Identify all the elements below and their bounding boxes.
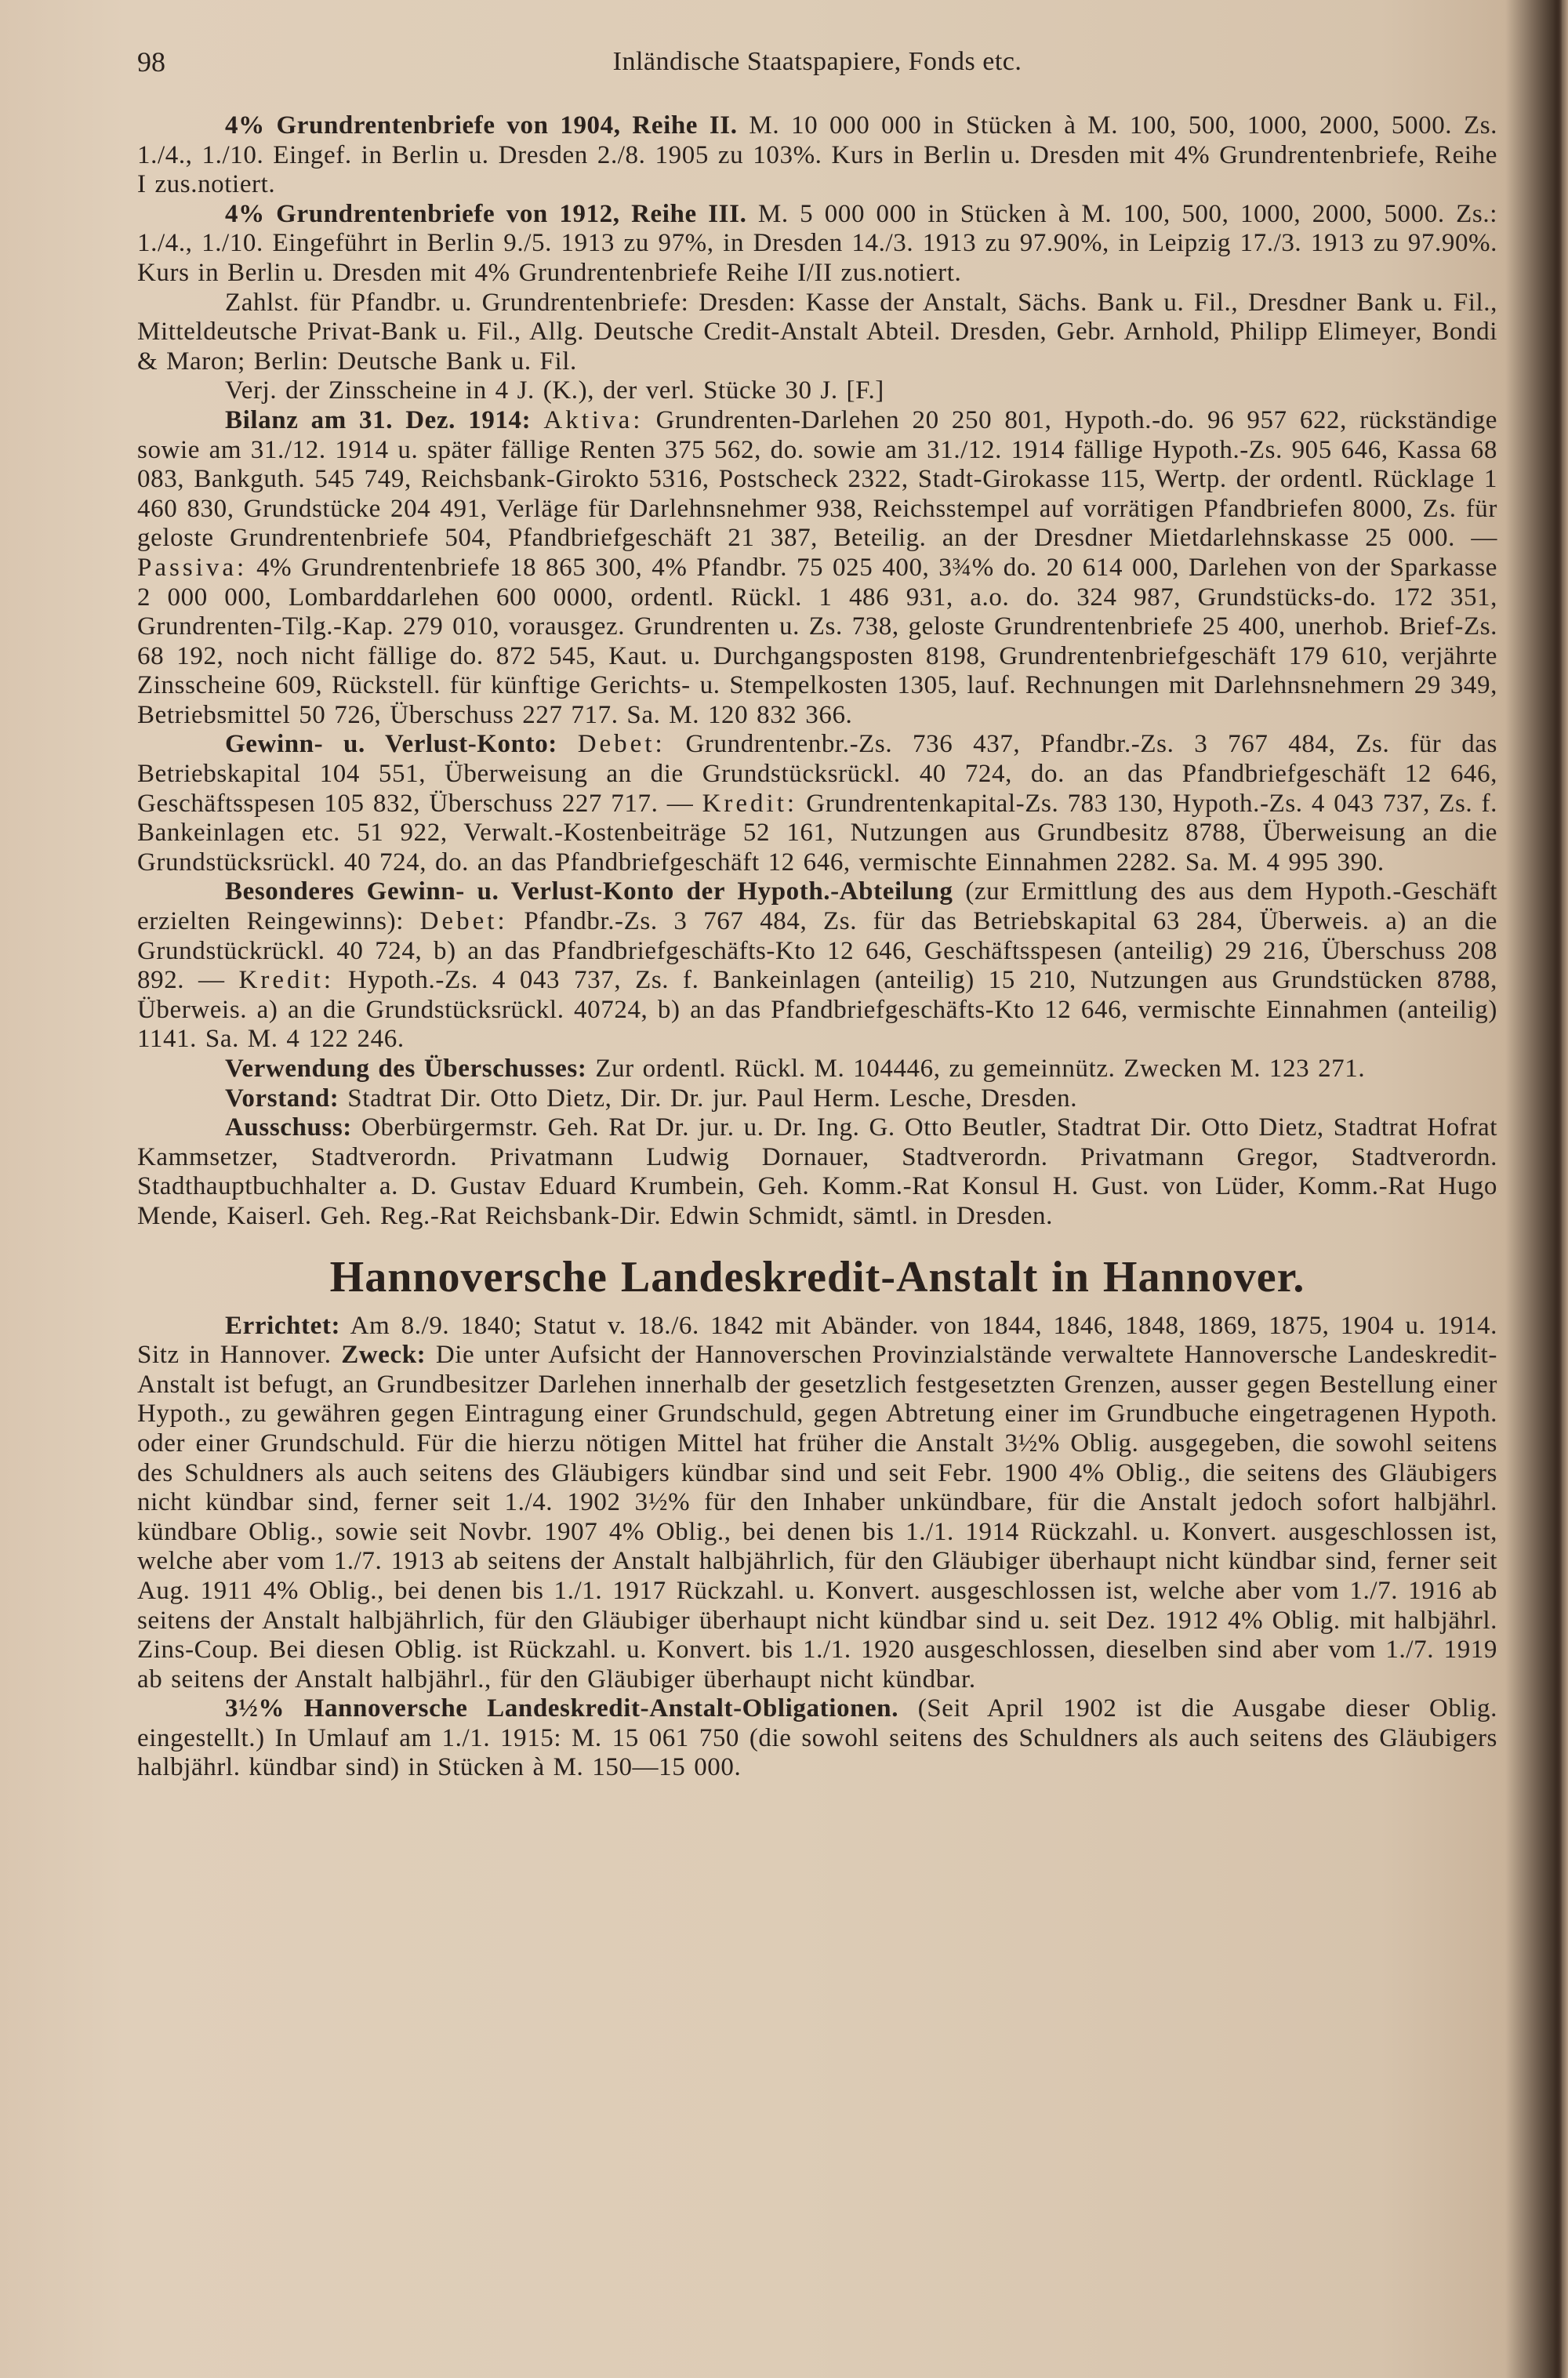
- page-number: 98: [137, 46, 165, 78]
- paragraph-obligationen: [137, 1694, 1497, 1783]
- aktiva-label: Aktiva:: [543, 405, 644, 434]
- paragraph-body: (zur Ermittlung des aus dem Hypoth.-Geschäft erzielten Reingewinns):: [137, 877, 1498, 936]
- paragraph-vorstand: [137, 1084, 1497, 1114]
- kredit-label: Kredit:: [702, 789, 798, 818]
- paragraph-body: 4% Grundrentenbriefe 18 865 300, 4% Pfandbr. 75 025 400, 3¾% do. 20 614 000, Darlehen von der Sparkasse 2 000 000, Lombarddarlehen 600 0000, ordentl. Rückl. 1 486 931, a.o. do. 324 987, Grundstücks-do. 172 351, Grundrenten-Tilg.-Kap. 279 010, vorausgez. Grundrenten u. Zs. 738, geloste Grundrentenbriefe 25 400, unerhob. Brief-Zs. 68 192, noch nicht fällige do. 872 545, Kaut. u. Durchgangsposten 8198, Grundrentenbriefgeschäft 179 610, verjährte Zinsscheine 609, Rückstell. für künftige Gerichts- u. Stempelkosten 1305, lauf. Rechnungen mit Darlehnsnehmern 29 349, Betriebsmittel 50 726, Überschuss 227 717. Sa. M. 120 832 366.: [137, 553, 1497, 729]
- paragraph-body: Hypoth.-Zs. 4 043 737, Zs. f. Bankeinlagen (anteilig) 15 210, Nutzungen aus Grundstücken 8788, Überweis. a) an die Grundstücksrückl. 40724, b) an das Pfandbriefgeschäfts-Kto 12 646, vermischte Einnahmen (anteilig) 1141. Sa. M. 4 122 246.: [137, 966, 1497, 1054]
- paragraph-heading: Errichtet:: [225, 1311, 341, 1340]
- kredit-label: Kredit:: [238, 966, 335, 995]
- paragraph-hypoth-abteilung: [137, 877, 1497, 1055]
- paragraph-body: Oberbürgermstr. Geh. Rat Dr. jur. u. Dr. Ing. G. Otto Beutler, Stadtrat Dir. Otto Dietz, Stadtrat Hofrat Kammsetzer, Stadtverordn. Privatmann Ludwig Dornauer, Stadtverordn. Privatmann Gregor, Stadtverordn. Stadthauptbuchhalter a. D. Gustav Eduard Krumbein, Geh. Komm.-Rat Konsul H. Gust. von Lüder, Komm.-Rat Hugo Mende, Kaiserl. Geh. Reg.-Rat Reichsbank-Dir. Edwin Schmidt, sämtl. in Dresden.: [137, 1113, 1497, 1230]
- debet-label: Debet:: [419, 907, 508, 936]
- paragraph-ausschuss: [137, 1113, 1497, 1231]
- passiva-label: Passiva:: [137, 553, 248, 582]
- paragraph-heading: Ausschuss:: [225, 1113, 352, 1142]
- paragraph-body: Zahlst. für Pfandbr. u. Grundrentenbriefe: Dresden: Kasse der Anstalt, Sächs. Bank u. Fil., Dresdner Bank u. Fil., Mitteldeutsche Privat-Bank u. Fil., Allg. Deutsche Credit-Anstalt Abteil. Dresden, Gebr. Arnhold, Philipp Elimeyer, Bondi & Maron; Berlin: Deutsche Bank u. Fil.: [137, 288, 1497, 376]
- paragraph-body: (Seit April 1902 ist die Ausgabe dieser Oblig. eingestellt.) In Umlauf am 1./1. 1915: M. 15 061 750 (die sowohl seitens des Schuldners als auch seitens des Gläubigers halbjährl. kündbar sind) in Stücken à M. 150—15 000.: [137, 1694, 1497, 1782]
- paragraph-body: Pfandbr.-Zs. 3 767 484, Zs. für das Betriebskapital 63 284, Überweis. a) an die Grundstückrückl. 40 724, b) an das Pfandbriefgeschäfts-Kto 12 646, Geschäftsspesen (anteilig) 29 216, Überschuss 208 892. —: [137, 907, 1497, 995]
- section-title: Hannoversche Landeskredit-Anstalt in Hannover.: [329, 1252, 1305, 1302]
- paragraph-body: Zur ordentl. Rückl. M. 104446, zu gemeinnütz. Zwecken M. 123 271.: [586, 1055, 1366, 1083]
- running-title: Inländische Staatspapiere, Fonds etc.: [612, 47, 1022, 76]
- paragraph-gewinn-verlust: [137, 730, 1497, 877]
- paragraph-body: Grundrenten-Darlehen 20 250 801, Hypoth.-do. 96 957 622, rückständige sowie am 31./12. 1914 u. später fällige Renten 375 562, do. sowie am 31./12. 1914 fällige Hypoth.-Zs. 905 646, Kassa 68 083, Bankguth. 545 749, Reichsbank-Girokto 5316, Postscheck 2322, Stadt-Girokasse 115, Wertp. der ordentl. Rücklage 1 460 830, Grundstücke 204 491, Verläge für Darlehnsnehmer 938, Reichsstempel auf vorrätigen Pfandbriefen 8000, Zs. für geloste Grundrentenbriefe 504, Pfandbriefgeschäft 21 387, Beteilig. an der Dresdner Mietdarlehnskasse 25 000. —: [137, 405, 1497, 553]
- paragraph-bilanz: [137, 406, 1497, 731]
- paragraph-grundrentenbriefe-1904: [137, 111, 1497, 200]
- paragraph-body: Grundrentenbr.-Zs. 736 437, Pfandbr.-Zs. 3 767 484, Zs. für das Betriebskapital 104 551, Überweisung an die Grundstücksrückl. 40 724, do. an das Pfandbriefgeschäft 12 646, Geschäftsspesen 105 832, Überschuss 227 717. —: [137, 730, 1497, 818]
- paragraph-zahlstellen: [137, 289, 1497, 377]
- book-page-edge: [1554, 0, 1562, 2378]
- paragraph-errichtet: [137, 1312, 1497, 1695]
- paragraph-heading: Bilanz am 31. Dez. 1914:: [225, 405, 532, 434]
- paragraph-heading: 3½% Hannoversche Landeskredit-Anstalt-Obligationen.: [225, 1694, 899, 1723]
- paragraph-heading: Verwendung des Überschusses:: [225, 1055, 587, 1083]
- paragraph-grundrentenbriefe-1912: [137, 200, 1497, 289]
- paragraph-heading: Vorstand:: [225, 1084, 339, 1113]
- paragraph-body: M. 10 000 000 in Stücken à M. 100, 500, 1000, 2000, 5000. Zs. 1./4., 1./10. Eingef. in Berlin u. Dresden 2./8. 1905 zu 103%. Kurs in Berlin u. Dresden mit 4% Grundrentenbriefe, Reihe I zus.notiert.: [137, 111, 1497, 199]
- debet-label: Debet:: [577, 730, 666, 759]
- page-header: [137, 45, 1497, 85]
- paragraph-body: Verj. der Zinsscheine in 4 J. (K.), der verl. Stücke 30 J. [F.]: [225, 376, 884, 405]
- paragraph-verwendung: [137, 1055, 1497, 1084]
- text-column: [137, 111, 1497, 1783]
- paragraph-body: Am 8./9. 1840; Statut v. 18./6. 1842 mit Abänder. von 1844, 1846, 1848, 1869, 1875, 1904 u. 1914. Sitz in Hannover.: [137, 1311, 1497, 1370]
- paragraph-body: Grundrentenkapital-Zs. 783 130, Hypoth.-Zs. 4 043 737, Zs. f. Bankeinlagen etc. 51 922, Verwalt.-Kostenbeiträge 52 161, Nutzungen aus Grundbesitz 8788, Überweisung an die Grundstücksrückl. 40 724, do. an das Pfandbriefgeschäft 12 646, vermischte Einnahmen 2282. Sa. M. 4 995 390.: [137, 789, 1497, 877]
- paragraph-body: Die unter Aufsicht der Hannoverschen Provinzialstände verwaltete Hannoversche Landeskredit-Anstalt ist befugt, an Grundbesitzer Darlehen innerhalb der gesetzlich festgesetzten Grenzen, ausser gegen Bestellung einer Hypoth., zu gewähren gegen Eintragung einer Grundschuld, gegen Abtretung einer im Grundbuche eingetragenen Hypoth. oder einer Grundschuld. Für die hierzu nötigen Mittel hat früher die Anstalt 3½% Oblig. ausgegeben, die sowohl seitens des Schuldners als auch seitens des Gläubigers kündbar sind und seit Febr. 1900 4% Oblig., die seitens des Gläubigers nicht kündbar sind, ferner seit 1./4. 1902 3½% für den Inhaber unkündbare, für die Anstalt jedoch sofort halbjährl. kündbare Oblig., sowie seit Novbr. 1907 4% Oblig., bei denen bis 1./1. 1914 Rückzahl. u. Konvert. ausgeschlossen ist, welche aber vom 1./7. 1913 ab seitens der Anstalt halbjährlich, für den Gläubiger überhaupt nicht kündbar sind, ferner seit Aug. 1911 4% Oblig., bei denen bis 1./1. 1917 Rückzahl. u. Konvert. ausgeschlossen ist, welche aber vom 1./7. 1916 ab seitens der Anstalt halbjährlich, für den Gläubiger überhaupt nicht kündbar sind u. seit Dez. 1912 4% Oblig. mit halbjährl. Zins-Coup. Bei diesen Oblig. ist Rückzahl. u. Konvert. bis 1./1. 1920 ausgeschlossen, dieselben sind aber vom 1./7. 1919 ab seitens der Anstalt halbjährl., für den Gläubiger überhaupt nicht kündbar.: [137, 1341, 1497, 1694]
- paragraph-body: M. 5 000 000 in Stücken à M. 100, 500, 1000, 2000, 5000. Zs.: 1./4., 1./10. Eingeführt in Berlin 9./5. 1913 zu 97%, in Dresden 14./3. 1913 zu 97.90%, in Leipzig 17./3. 1913 zu 97.90%. Kurs in Berlin u. Dresden mit 4% Grundrentenbriefe Reihe I/II zus.notiert.: [137, 199, 1497, 287]
- zweck-label: Zweck:: [341, 1341, 426, 1370]
- paragraph-body: Stadtrat Dir. Otto Dietz, Dir. Dr. jur. Paul Herm. Lesche, Dresden.: [339, 1084, 1078, 1113]
- paragraph-heading: Gewinn- u. Verlust-Konto:: [225, 730, 557, 759]
- paragraph-heading: 4% Grundrentenbriefe von 1912, Reihe III.: [225, 199, 747, 228]
- paragraph-heading: Besonderes Gewinn- u. Verlust-Konto der Hypoth.-Abteilung: [225, 877, 953, 906]
- paragraph-verjaehrung: [137, 376, 1497, 406]
- paragraph-heading: 4% Grundrentenbriefe von 1904, Reihe II.: [225, 111, 738, 140]
